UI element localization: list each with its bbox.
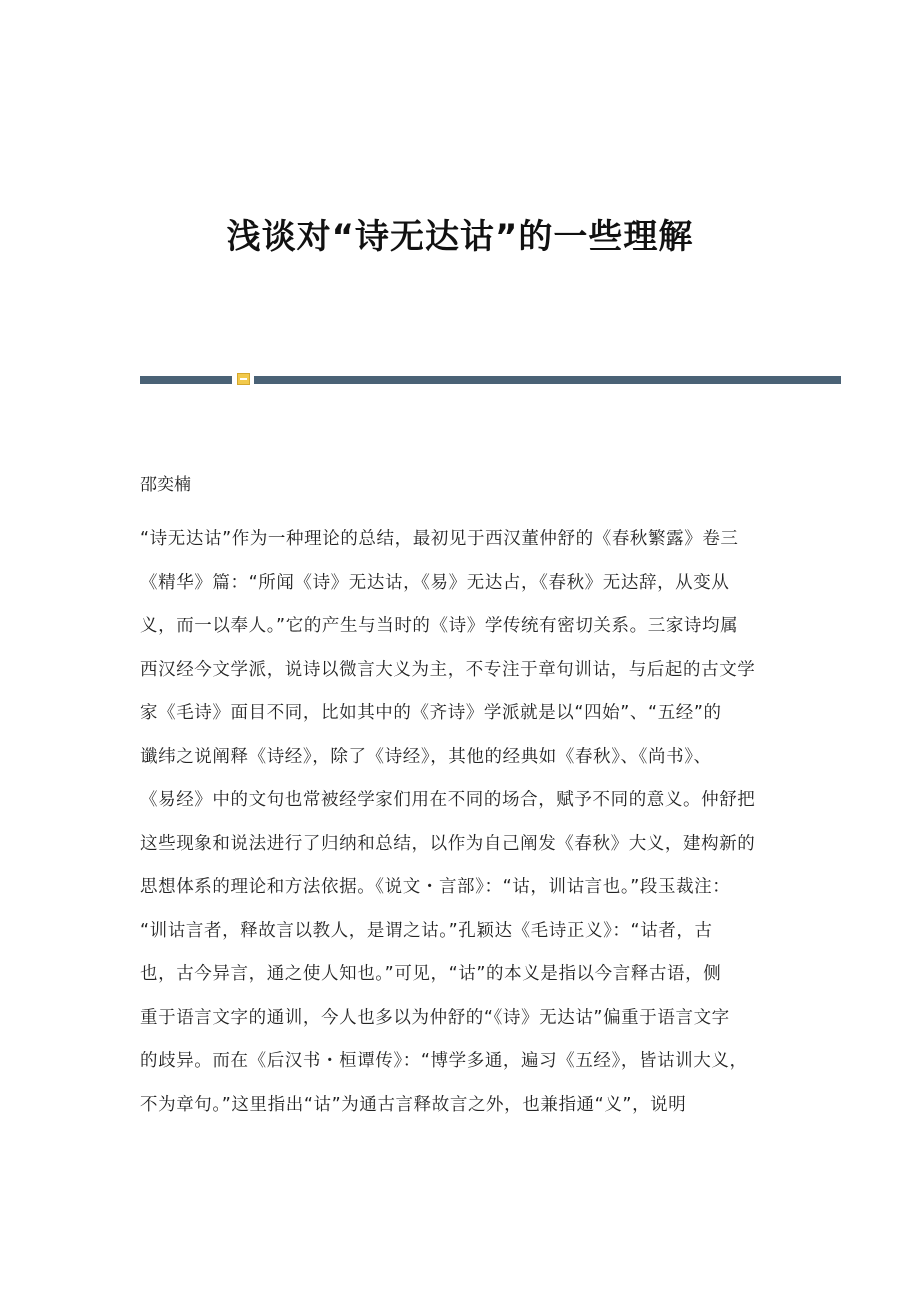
- paragraph-line: 不为章句。”这里指出“诂”为通古言释故言之外，也兼指通“义”，说明: [140, 1094, 687, 1115]
- paragraph-line: 家《毛诗》面目不同，比如其中的《齐诗》学派就是以“四始”、“五经”的: [140, 703, 722, 723]
- paragraph-line: 也，古今异言，通之使人知也。”可见，“诂”的本义是指以今言释古语，侧: [140, 964, 722, 984]
- paragraph-line: “训诂言者，释故言以教人，是谓之诂。”孔颖达《毛诗正义》：“诂者，古: [140, 920, 713, 941]
- paragraph-line: “诗无达诂”作为一种理论的总结，最初见于西汉董仲舒的《春秋繁露》卷三: [140, 529, 739, 549]
- document-title: 浅谈对“诗无达诂”的一些理解: [226, 217, 694, 257]
- paragraph-line: 《精华》篇：“所闻《诗》无达诂，《易》无达占，《春秋》无达辞，从变从: [140, 572, 730, 593]
- title-divider: [140, 373, 841, 385]
- divider-marker-icon: [237, 373, 250, 385]
- paragraph-line: 思想体系的理论和方法依据。《说文・言部》：“诂，训诂言也。”段玉裁注：: [140, 877, 731, 897]
- divider-left-bar: [140, 376, 232, 384]
- paragraph-line: 《易经》中的文句也常被经学家们用在不同的场合，赋予不同的意义。仲舒把: [140, 790, 756, 810]
- paragraph-line: 这些现象和说法进行了归纳和总结，以作为自己阐发《春秋》大义，建构新的: [140, 833, 756, 854]
- paragraph-line: 西汉经今文学派，说诗以微言大义为主，不专注于章句训诂，与后起的古文学: [140, 659, 756, 680]
- divider-right-bar: [254, 376, 841, 384]
- body-paragraph: [140, 518, 780, 1127]
- paragraph-line: 重于语言文字的通训，今人也多以为仲舒的“《诗》无达诂”偏重于语言文字: [140, 1007, 730, 1028]
- author-name: 邵奕楠: [140, 475, 191, 495]
- paragraph-line: 的歧异。而在《后汉书・桓谭传》：“博学多通，遍习《五经》，皆诂训大义，: [140, 1051, 748, 1071]
- paragraph-line: 谶纬之说阐释《诗经》，除了《诗经》，其他的经典如《春秋》、《尚书》、: [140, 746, 712, 767]
- paragraph-line: 义，而一以奉人。”它的产生与当时的《诗》学传统有密切关系。三家诗均属: [140, 616, 739, 636]
